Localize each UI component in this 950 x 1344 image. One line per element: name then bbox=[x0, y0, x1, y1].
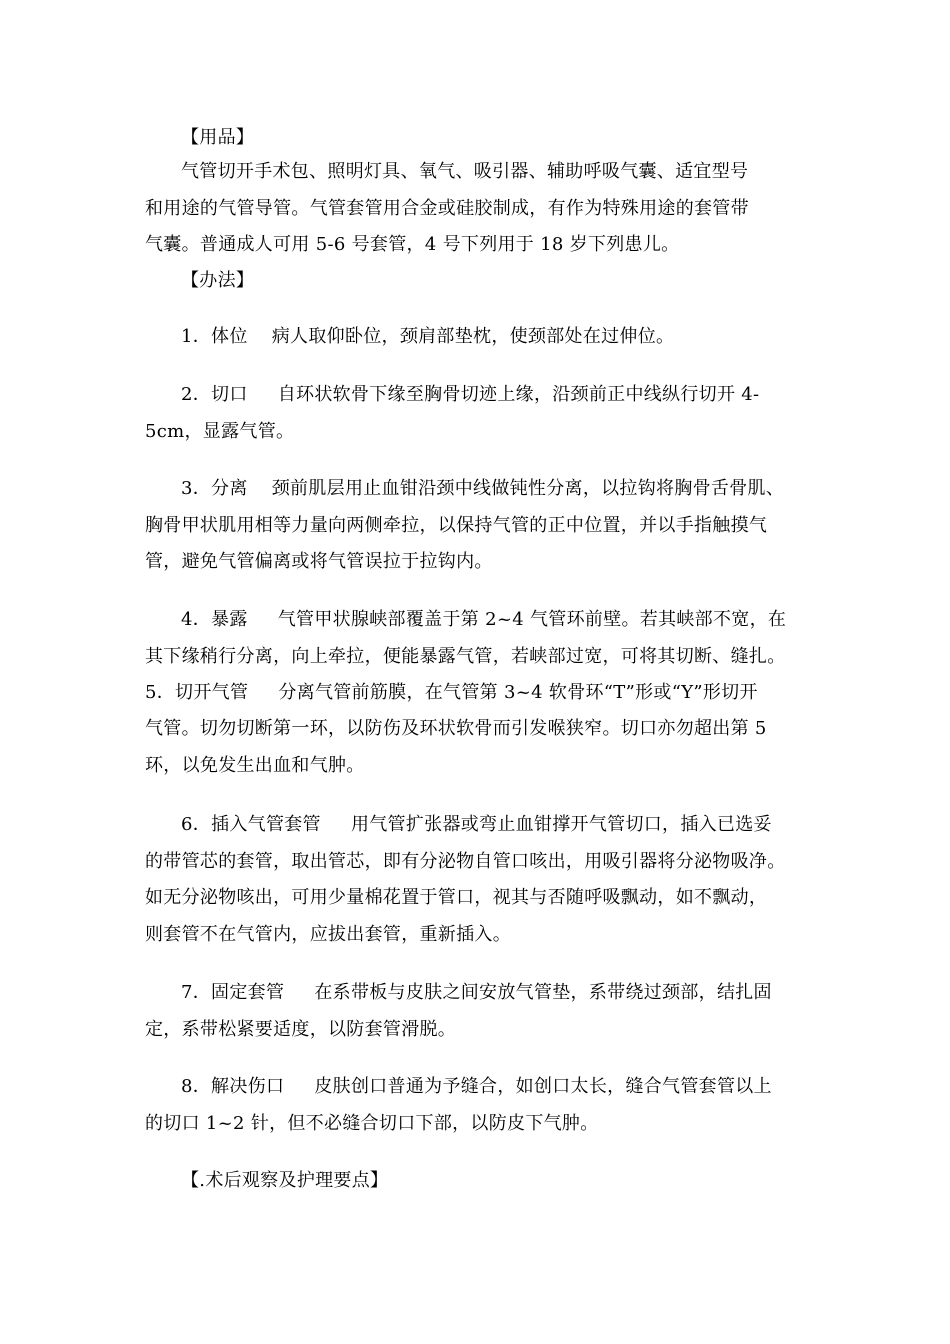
step-7-line: 定，系带松紧要适度，以防套管滑脱。 bbox=[145, 1019, 457, 1040]
section-heading-supplies: 【用品】 bbox=[181, 127, 255, 148]
section-heading-method: 【办法】 bbox=[181, 270, 255, 291]
step-5-line: 5．切开气管 分离气管前筋膜，在气管第 3~4 软骨环“T”形或“Y”形切开 bbox=[145, 682, 758, 703]
paragraph-line: 和用途的气管导管。气管套管用合金或硅胶制成，有作为特殊用途的套管带 bbox=[145, 198, 749, 219]
step-1-line: 1．体位 病人取仰卧位，颈肩部垫枕，使颈部处在过伸位。 bbox=[181, 326, 675, 347]
step-6-line: 的带管芯的套管，取出管芯，即有分泌物自管口咳出，用吸引器将分泌物吸净。 bbox=[145, 851, 786, 872]
step-6-line: 6．插入气管套管 用气管扩张器或弯止血钳撑开气管切口，插入已选妥 bbox=[181, 814, 772, 835]
step-8-line: 的切口 1~2 针，但不必缝合切口下部，以防皮下气肿。 bbox=[145, 1113, 599, 1134]
paragraph-line: 气囊。普通成人可用 5-6 号套管，4 号下列用于 18 岁下列患儿。 bbox=[145, 234, 680, 255]
step-4-line: 4．暴露 气管甲状腺峡部覆盖于第 2~4 气管环前壁。若其峡部不宽，在 bbox=[181, 609, 787, 630]
step-2-line: 2．切口 自环状软骨下缘至胸骨切迹上缘，沿颈前正中线纵行切开 4- bbox=[181, 384, 760, 405]
step-7-line: 7．固定套管 在系带板与皮肤之间安放气管垫，系带绕过颈部，结扎固 bbox=[181, 982, 772, 1003]
step-5-line: 环，以免发生出血和气肿。 bbox=[145, 755, 365, 776]
step-5-line: 气管。切勿切断第一环，以防伤及环状软骨而引发喉狭窄。切口亦勿超出第 5 bbox=[145, 718, 767, 739]
step-6-line: 如无分泌物咳出，可用少量棉花置于管口，视其与否随呼吸飘动，如不飘动， bbox=[145, 887, 768, 908]
paragraph-line: 气管切开手术包、照明灯具、氧气、吸引器、辅助呼吸气囊、适宜型号 bbox=[181, 161, 749, 182]
step-8-line: 8．解决伤口 皮肤创口普通为予缝合，如创口太长，缝合气管套管以上 bbox=[181, 1076, 772, 1097]
step-3-line: 胸骨甲状肌用相等力量向两侧牵拉，以保持气管的正中位置，并以手指触摸气 bbox=[145, 515, 768, 536]
step-4-line: 其下缘稍行分离，向上牵拉，便能暴露气管，若峡部过宽，可将其切断、缝扎。 bbox=[145, 646, 786, 667]
step-3-line: 3．分离 颈前肌层用止血钳沿颈中线做钝性分离，以拉钩将胸骨舌骨肌、 bbox=[181, 478, 785, 499]
step-3-line: 管，避免气管偏离或将气管误拉于拉钩内。 bbox=[145, 551, 493, 572]
step-2-line: 5cm，显露气管。 bbox=[145, 421, 295, 442]
step-6-line: 则套管不在气管内，应拔出套管，重新插入。 bbox=[145, 924, 511, 945]
section-heading-postop: 【.术后观察及护理要点】 bbox=[181, 1170, 389, 1191]
